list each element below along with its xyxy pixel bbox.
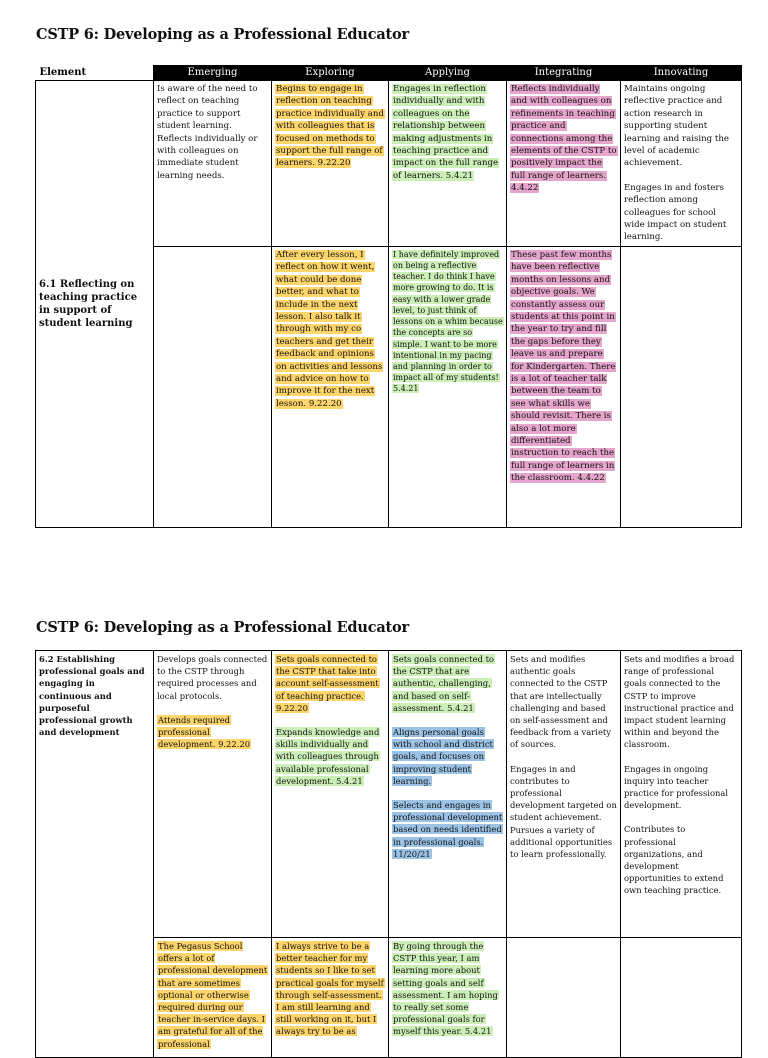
highlighted-text: Selects and engages in professional development based on needs identified in professional goals. 11/20/21 bbox=[393, 800, 503, 859]
cell-text: Develops goals connected to the CSTP through required processes and local protocols. bbox=[157, 654, 268, 701]
highlighted-text: Sets goals connected to the CSTP that are authentic, challenging, and based on self-assessment. 5.4.21 bbox=[393, 654, 494, 713]
cell-exploring bbox=[272, 81, 389, 247]
cstp-table-6-2 bbox=[35, 650, 742, 1058]
highlighted-text: I have definitely improved on being a reflective teacher. I do think I have more growing to do. It is easy with a lower grade level, to just think of lessons on a whim because the concepts are so simple. I want to be more intentional in my pacing and planning in order to impact all of my students! 5.4.21 bbox=[393, 249, 503, 394]
highlighted-text: By going through the CSTP this year, I am learning more about setting goals and self assessment. I am hoping to really set some professional goals for myself this year. 5.4.21 bbox=[393, 941, 498, 1037]
highlighted-text: Begins to engage in reflection on teaching practice individually and with colleagues that is focused on methods to support the full range of learners. 9.22.20 bbox=[276, 84, 384, 169]
cell-integrating bbox=[507, 651, 621, 938]
cell-applying-evidence bbox=[389, 246, 507, 527]
highlighted-text: Sets goals connected to the CSTP that take into account self-assessment of teaching practice. 9.22.20 bbox=[276, 654, 379, 713]
cell-text: Sets and modifies a broad range of professional goals connected to the CSTP to improve instructional practice and impact student learning within and beyond the classroom. bbox=[624, 654, 735, 750]
cell-emerging-evidence bbox=[154, 938, 272, 1058]
cell-text: Engages in ongoing inquiry into teacher practice for professional development. bbox=[624, 763, 729, 811]
cell-emerging bbox=[154, 81, 272, 247]
cell-integrating-evidence bbox=[507, 246, 621, 527]
cell-text: Sets and modifies authentic goals connected to the CSTP that are intellectually challenging and based on self-assessment and feedback from a variety of sources. bbox=[510, 654, 612, 750]
cell-innovating bbox=[621, 81, 742, 247]
cell-emerging bbox=[154, 651, 272, 938]
cell-exploring-evidence bbox=[272, 246, 389, 527]
cell-text: Contributes to professional organizations, and development opportunities to extend own teaching practice. bbox=[624, 824, 724, 896]
column-header-innovating: Innovating bbox=[621, 66, 742, 81]
cell-text: Engages in and fosters reflection among colleagues for school wide impact on student learning. bbox=[624, 182, 727, 243]
column-header-applying: Applying bbox=[389, 66, 507, 81]
cell-integrating-evidence bbox=[507, 938, 621, 1058]
cell-text: Engages in and contributes to professional development targeted on student achievement. Pursues a variety of additional opportunities to learn professionally. bbox=[510, 763, 617, 860]
cell-text: Is aware of the need to reflect on teaching practice to support student learning. Reflects individually or with colleagues on immediate student learning needs. bbox=[157, 84, 258, 181]
element-label-text: 6.1 Reflecting on teaching practice in support of student learning bbox=[39, 278, 138, 329]
highlighted-text: Engages in reflection individually and with colleagues on the relationship between making adjustments in teaching practice and impact on the full range of learners. 5.4.21 bbox=[393, 84, 499, 181]
cell-applying bbox=[389, 81, 507, 247]
cell-integrating bbox=[507, 81, 621, 247]
cell-emerging-evidence bbox=[154, 246, 272, 527]
highlighted-text: Attends required professional development. 9.22.20 bbox=[158, 714, 251, 750]
cell-applying bbox=[389, 651, 507, 938]
highlighted-text: I always strive to be a better teacher for my students so I like to set practical goals for myself through self-assessment. I am still learning and still working on it, but I always try to be as bbox=[276, 941, 384, 1037]
column-header-emerging: Emerging bbox=[154, 66, 272, 81]
cell-innovating-evidence bbox=[621, 938, 742, 1058]
cell-exploring-evidence bbox=[272, 938, 389, 1058]
element-label-text: 6.2 Establishing professional goals and engaging in continuous and purposeful professional growth and development bbox=[39, 654, 145, 738]
highlighted-text: These past few months have been reflective months on lessons and objective goals. We constantly assess our students at this point in the year to try and fill the gaps before they leave us and prepare for Kindergarten. There is a lot of teacher talk between the team to see what skills we should revisit. There is also a lot more differentiated instruction to reach the full range of learners in the classroom. 4.4.22 bbox=[511, 249, 616, 484]
cell-applying-evidence bbox=[389, 938, 507, 1058]
column-header-integrating: Integrating bbox=[507, 66, 621, 81]
element-label-6-2 bbox=[36, 651, 154, 1058]
highlighted-text: Expands knowledge and skills individually and with colleagues through available professional development. 5.4.21 bbox=[276, 727, 380, 786]
cell-text: Maintains ongoing reflective practice and action research in supporting student learning and raising the level of academic achievement. bbox=[624, 84, 729, 169]
cell-innovating bbox=[621, 651, 742, 938]
element-label-6-1 bbox=[36, 81, 154, 528]
highlighted-text: Reflects individually and with colleagues on refinements in teaching practice and connections among the elements of the CSTP to positively impact the full range of learners. 4.4.22 bbox=[511, 84, 617, 194]
section-title: CSTP 6: Developing as a Professional Educator bbox=[36, 619, 409, 636]
cstp-table-6-1 bbox=[35, 65, 742, 528]
element-header: Element bbox=[36, 66, 154, 81]
highlighted-text: The Pegasus School offers a lot of professional development that are sometimes optional or otherwise required during our teacher in-service days. I am grateful for all of the professional bbox=[158, 941, 268, 1049]
highlighted-text: After every lesson, I reflect on how it went, what could be done better, and what to include in the next lesson. I also talk it through with my co teachers and get their feedback and opinions on activities and lessons and advice on how to improve it for the next lesson. 9.22.20 bbox=[276, 249, 383, 409]
cell-exploring bbox=[272, 651, 389, 938]
highlighted-text: Aligns personal goals with school and district goals, and focuses on improving student learning. bbox=[393, 727, 493, 786]
cell-innovating-evidence bbox=[621, 246, 742, 527]
column-header-exploring: Exploring bbox=[272, 66, 389, 81]
page-title: CSTP 6: Developing as a Professional Educator bbox=[36, 26, 409, 43]
